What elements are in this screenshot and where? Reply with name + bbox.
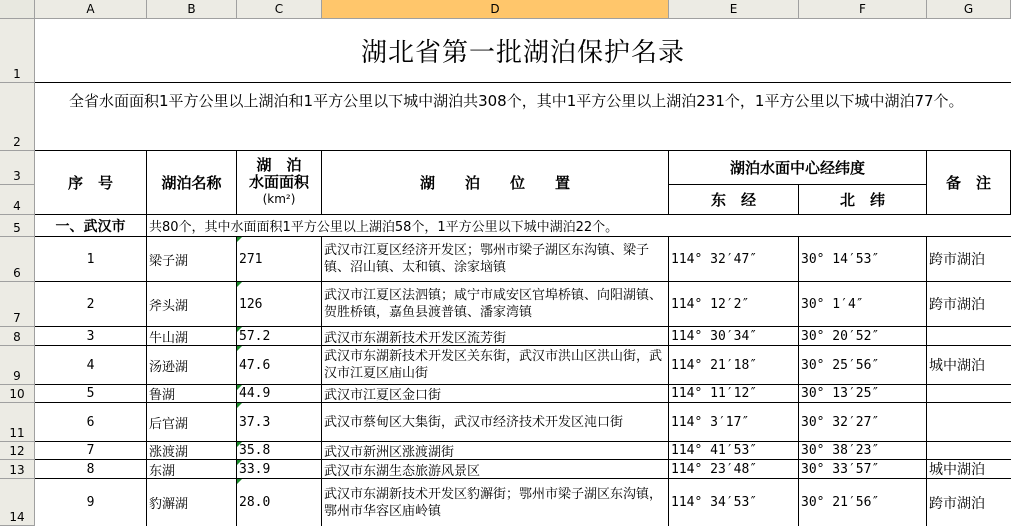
row6-name[interactable]: 后官湖: [147, 403, 237, 442]
row3-no[interactable]: 3: [35, 327, 147, 346]
row5-area[interactable]: [237, 385, 322, 403]
row9-area-value: 28.0: [239, 495, 271, 510]
row7-name[interactable]: 涨渡湖: [147, 442, 237, 460]
row3-remark[interactable]: [927, 327, 1011, 346]
row8-north[interactable]: 30° 33′57″: [799, 460, 927, 479]
row1-remark[interactable]: 跨市湖泊: [927, 237, 1011, 282]
header-lake-name[interactable]: 湖泊名称: [147, 151, 237, 215]
header-remark[interactable]: 备 注: [927, 151, 1011, 215]
row3-area-value: 57.2: [239, 328, 271, 344]
row8-location[interactable]: 武汉市东湖生态旅游风景区: [322, 460, 669, 479]
row2-no[interactable]: 2: [35, 282, 147, 327]
header-seq[interactable]: 序 号: [35, 151, 147, 215]
row8-east[interactable]: 114° 23′48″: [669, 460, 799, 479]
row-header-13[interactable]: 13: [0, 460, 35, 479]
row3-east[interactable]: 114° 30′34″: [669, 327, 799, 346]
row4-name[interactable]: 汤逊湖: [147, 346, 237, 385]
row4-north[interactable]: 30° 25′56″: [799, 346, 927, 385]
row6-remark[interactable]: [927, 403, 1011, 442]
row-header-5[interactable]: 5: [0, 215, 35, 237]
row3-north[interactable]: 30° 20′52″: [799, 327, 927, 346]
row-header-14[interactable]: 14: [0, 479, 35, 526]
row7-remark[interactable]: [927, 442, 1011, 460]
column-header-c[interactable]: C: [237, 0, 322, 19]
row6-east[interactable]: 114° 3′17″: [669, 403, 799, 442]
column-header-g[interactable]: G: [927, 0, 1011, 19]
row7-east[interactable]: 114° 41′53″: [669, 442, 799, 460]
row-header-8[interactable]: 8: [0, 327, 35, 346]
row-header-12[interactable]: 12: [0, 442, 35, 460]
row5-location[interactable]: 武汉市江夏区金口街: [322, 385, 669, 403]
row7-area[interactable]: [237, 442, 322, 460]
column-header-d[interactable]: D: [322, 0, 669, 19]
row8-remark[interactable]: 城中湖泊: [927, 460, 1011, 479]
row9-name[interactable]: 豹澥湖: [147, 479, 237, 526]
row2-area[interactable]: [237, 282, 322, 327]
select-all-corner[interactable]: [0, 0, 35, 19]
header-area-line2: 水面面积: [248, 173, 309, 191]
row2-east[interactable]: 114° 12′2″: [669, 282, 799, 327]
title-cell[interactable]: [35, 19, 1011, 83]
row5-remark[interactable]: [927, 385, 1011, 403]
header-area-unit: (km²): [262, 192, 296, 206]
row-header-4[interactable]: 4: [0, 185, 35, 215]
row3-name[interactable]: 牛山湖: [147, 327, 237, 346]
row6-no[interactable]: 6: [35, 403, 147, 442]
row2-north[interactable]: 30° 1′4″: [799, 282, 927, 327]
row4-no[interactable]: 4: [35, 346, 147, 385]
row-header-10[interactable]: 10: [0, 385, 35, 403]
row5-no[interactable]: 5: [35, 385, 147, 403]
row1-location[interactable]: 武汉市江夏区经济开发区；鄂州市梁子湖区东沟镇、梁子镇、沼山镇、太和镇、涂家垴镇: [322, 237, 669, 282]
section-label[interactable]: 一、武汉市: [35, 215, 147, 237]
row9-remark[interactable]: 跨市湖泊: [929, 495, 985, 512]
row1-north[interactable]: 30° 14′53″: [799, 237, 927, 282]
row6-north[interactable]: 30° 32′27″: [799, 403, 927, 442]
row4-remark[interactable]: 城中湖泊: [927, 346, 1011, 385]
row1-area-value: 271: [239, 251, 263, 267]
row5-north[interactable]: 30° 13′25″: [799, 385, 927, 403]
row9-east[interactable]: 114° 34′53″: [669, 479, 799, 526]
row7-no[interactable]: 7: [35, 442, 147, 460]
section-summary[interactable]: 共80个，其中水面面积1平方公里以上湖泊58个，1平方公里以下城中湖泊22个。: [147, 215, 1011, 237]
row4-location[interactable]: 武汉市东湖新技术开发区关东街，武汉市洪山区洪山街，武汉市江夏区庙山街: [322, 346, 669, 385]
row3-area[interactable]: [237, 327, 322, 346]
row1-no[interactable]: 1: [35, 237, 147, 282]
row2-name[interactable]: 斧头湖: [147, 282, 237, 327]
row4-area-value: 47.6: [239, 357, 271, 373]
row1-name[interactable]: 梁子湖: [147, 237, 237, 282]
row4-area[interactable]: [237, 346, 322, 385]
header-area-line1: 湖 泊: [256, 156, 302, 174]
row1-east[interactable]: 114° 32′47″: [669, 237, 799, 282]
header-location[interactable]: 湖 泊 位 置: [322, 151, 669, 215]
page-title: 湖北省第一批湖泊保护名录: [360, 38, 685, 68]
row-header-11[interactable]: 11: [0, 403, 35, 442]
header-north[interactable]: 北 纬: [799, 185, 927, 215]
row7-area-value: 35.8: [239, 443, 271, 458]
row3-location[interactable]: 武汉市东湖新技术开发区流芳街: [322, 327, 669, 346]
row7-north[interactable]: 30° 38′23″: [799, 442, 927, 460]
row8-no[interactable]: 8: [35, 460, 147, 479]
row5-name[interactable]: 鲁湖: [147, 385, 237, 403]
row4-east[interactable]: 114° 21′18″: [669, 346, 799, 385]
row2-remark[interactable]: 跨市湖泊: [927, 282, 1011, 327]
row5-east[interactable]: 114° 11′12″: [669, 385, 799, 403]
row8-area-value: 33.9: [239, 461, 271, 477]
row-header-2[interactable]: 2: [0, 83, 35, 151]
row-header-7[interactable]: 7: [0, 282, 35, 327]
row-header-3[interactable]: 3: [0, 151, 35, 185]
header-coords[interactable]: 湖泊水面中心经纬度: [669, 151, 927, 185]
row-header-6[interactable]: 6: [0, 237, 35, 282]
row8-area[interactable]: [237, 460, 322, 479]
row9-area[interactable]: [237, 479, 322, 526]
column-header-e[interactable]: E: [669, 0, 799, 19]
row2-area-value: 126: [239, 296, 263, 312]
row-header-9[interactable]: 9: [0, 346, 35, 385]
row7-location[interactable]: 武汉市新洲区涨渡湖街: [322, 442, 669, 460]
column-header-f[interactable]: F: [799, 0, 927, 19]
row1-area[interactable]: [237, 237, 322, 282]
row-header-1[interactable]: 1: [0, 19, 35, 83]
row6-area[interactable]: [237, 403, 322, 442]
row5-area-value: 44.9: [239, 386, 271, 401]
row8-name[interactable]: 东湖: [147, 460, 237, 479]
header-area[interactable]: [237, 151, 322, 215]
row9-no[interactable]: 9: [35, 479, 147, 526]
column-header-a[interactable]: A: [35, 0, 147, 19]
row6-area-value: 37.3: [239, 414, 271, 430]
row9-location[interactable]: 武汉市东湖新技术开发区豹澥街；鄂州市梁子湖区东沟镇，鄂州市华容区庙岭镇: [322, 479, 669, 526]
row6-location[interactable]: 武汉市蔡甸区大集街，武汉市经济技术开发区沌口街: [322, 403, 669, 442]
row9-north[interactable]: 30° 21′56″: [799, 479, 927, 526]
row2-location[interactable]: 武汉市江夏区法泗镇；咸宁市咸安区官埠桥镇、向阳湖镇、贺胜桥镇，嘉鱼县渡普镇、潘家湾镇: [322, 282, 669, 327]
header-east[interactable]: 东 经: [669, 185, 799, 215]
column-header-b[interactable]: B: [147, 0, 237, 19]
intro-cell[interactable]: 全省水面面积1平方公里以上湖泊和1平方公里以下城中湖泊共308个，其中1平方公里以上湖泊231个，1平方公里以下城中湖泊77个。: [35, 83, 1011, 151]
